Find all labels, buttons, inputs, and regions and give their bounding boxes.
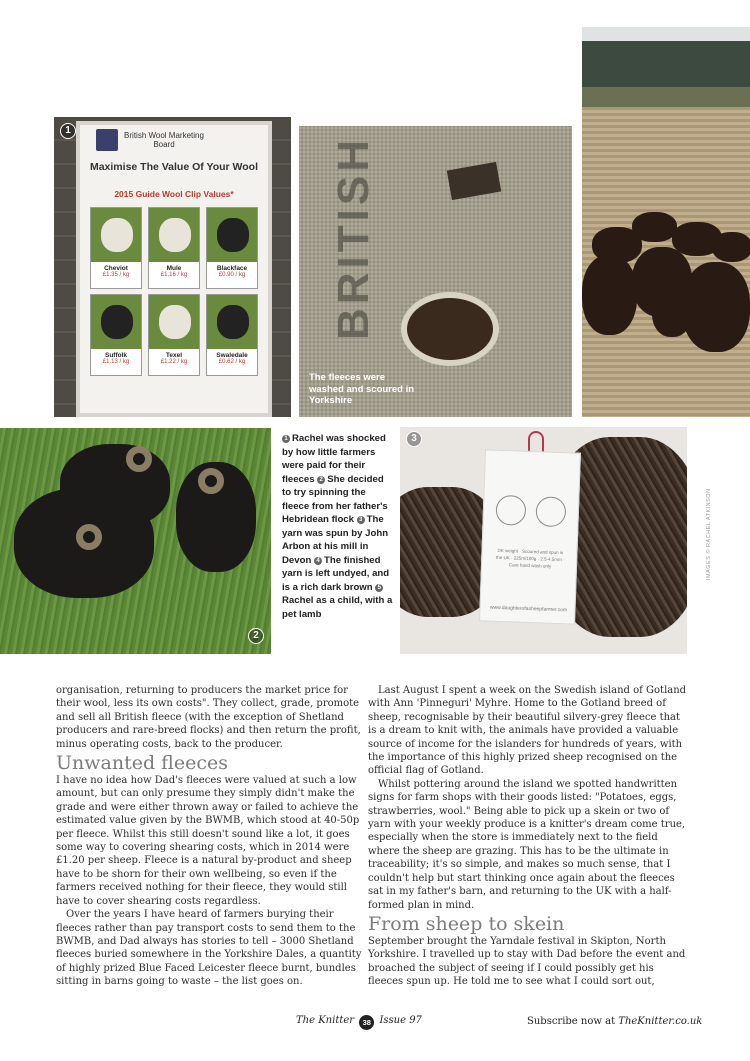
breed-name: Cheviot	[104, 265, 128, 272]
yarn-label-text: DK weight · Scoured and spun in the UK · 225m/100g · 2.5-4.5mm · Care hand wash only	[495, 547, 565, 569]
caption-number: 4	[314, 557, 322, 565]
article-paragraph: Whilst pottering around the island we spotted handwritten signs for farm shops with their goods listed: "Potatoes, eggs, strawberries, wool." Being able to pick up a skein or two of yarn with your weekly produce is a knitter's dream come true, especially when the store is immediately next to the field where the sheep are grazing. This has to be the ultimate in traceability; it's so simple, and makes so much sense, that I couldn't help but start thinking once again about the fleeces sat in my father's barn, and returning to the UK with a half-formed plan in mind.	[368, 778, 686, 911]
photo-captions	[282, 432, 394, 621]
black-sheep-photo	[0, 428, 271, 654]
article-paragraph: I have no idea how Dad's fleeces were valued at such a low amount, but can only presume they simply didn't make the grade and were either thrown away or failed to achieve the estimated value given by the BWMB, which stood at 40-50p per fleece. Whilst this still doesn't sound like a lot, it goes some way to covering shearing costs, which in 2014 were £1.20 per sheep. Fleece is a natural by-product and sheep have to be shorn for their own wellbeing, so even if the farmers received nothing for their fleece, they would still have to cover shearing costs regardless.	[56, 775, 360, 907]
breed-price: £1.35 / kg	[102, 272, 130, 278]
page-number: 38	[359, 1015, 374, 1030]
breed-grid	[90, 207, 258, 376]
caption-text: The yarn was spun by John Arbon at his mill in Devon	[282, 514, 389, 566]
yarn-skein-photo	[400, 427, 687, 654]
wool-clip-poster	[76, 121, 272, 417]
breed-price: £1.16 / kg	[160, 272, 188, 278]
sheep-logo-icon	[535, 496, 566, 527]
article-paragraph: Last August I spent a week on the Swedish island of Gotland with Ann 'Pinneguri' Myhre. Home to the Gotland breed of sheep, recognisable by their beautiful silvery-grey fleece that is a dream to knit with, the animals have provided a valuable source of income for the islanders for hundreds of years, with the importance of this highly prized sheep recognised on the official flag of Gotland.	[368, 685, 687, 777]
article-paragraph: Over the years I have heard of farmers burying their fleeces rather than pay transport costs to send them to the BWMB, and Dad always has stories to tell – 3000 Shetland fleeces buried somewhere in the Yorkshire Dales, a quantity of highly prized Blue Faced Leicester fleece burnt, bundles sitting in barns going to waste – the list goes on.	[56, 909, 362, 988]
caption-number: 2	[317, 476, 325, 484]
bwmb-poster-photo	[54, 117, 291, 417]
image-credit: IMAGES © RACHEL ATKINSON	[706, 488, 712, 580]
article-column-left	[56, 684, 362, 989]
folio	[296, 1015, 422, 1030]
poster-board-name: British Wool Marketing Board	[124, 131, 204, 149]
photo-number-badge: 2	[248, 628, 264, 644]
breed-name: Swaledale	[216, 352, 248, 359]
breed-card	[206, 294, 258, 376]
breed-price: £0.90 / kg	[218, 272, 246, 278]
breed-name: Texel	[165, 352, 183, 359]
caption-number: 3	[357, 516, 365, 524]
caption-number: 5	[375, 584, 383, 592]
breed-card	[90, 207, 142, 289]
article-paragraph: September brought the Yarndale festival in Skipton, North Yorkshire. I travelled up to stay with Dad before the event and broached the subject of seeing if I could possibly get his fleeces spun up. He told me to see what I could sort out,	[368, 935, 686, 988]
caption-text: The finished yarn is left undyed, and is a rich dark brown	[282, 554, 390, 593]
issue-number: Issue 97	[379, 1015, 422, 1026]
section-heading: From sheep to skein	[368, 912, 565, 935]
caption-text: Rachel as a child, with a pet lamb	[282, 595, 393, 620]
photo-number-badge: 1	[60, 123, 76, 139]
breed-card	[90, 294, 142, 376]
breed-name: Blackface	[216, 265, 248, 272]
hebridean-flock-photo	[582, 27, 750, 417]
fleece-sack-photo: BRITISH The fleeces were washed and scoured in Yorkshire	[299, 126, 572, 417]
subscribe-line	[527, 1016, 702, 1027]
poster-headline: Maximise The Value Of Your Wool	[89, 161, 259, 173]
breed-name: Mule	[166, 265, 182, 272]
article-column-right	[368, 684, 690, 989]
breed-price: £1.13 / kg	[102, 359, 130, 365]
caption-text: Rachel was shocked by how little farmers were paid for their fleeces	[282, 433, 386, 485]
breed-card	[148, 294, 200, 376]
farm-logo-icon	[495, 495, 526, 526]
photo-number-badge: 3	[406, 431, 422, 447]
caption-number: 1	[282, 435, 290, 443]
bwmb-logo-icon	[96, 129, 118, 151]
breed-card	[206, 207, 258, 289]
subscribe-text: Subscribe now at	[527, 1016, 616, 1027]
breed-price: £1.22 / kg	[160, 359, 188, 365]
breed-card	[148, 207, 200, 289]
caption-text: She decided to try spinning the fleece from her father's Hebridean flock	[282, 473, 388, 525]
yarn-label-web: www.daughterofasheepfarmer.com	[489, 604, 568, 614]
article-paragraph: organisation, returning to producers the market price for their wool, less its own costs". They collect, grade, promote and sell all British fleece (with the exception of Shetland producers and rare-breed flocks) and then return the profit, minus operating costs, back to the producer.	[56, 685, 361, 750]
website-link[interactable]: TheKnitter.co.uk	[618, 1016, 703, 1027]
breed-name: Suffolk	[104, 352, 128, 359]
yarn-label-tag	[479, 449, 581, 624]
breed-price: £0.62 / kg	[218, 359, 246, 365]
photo-caption: The fleeces were washed and scoured in Yorkshire	[309, 372, 415, 406]
magazine-name: The Knitter	[296, 1015, 355, 1026]
section-heading: Unwanted fleeces	[56, 752, 228, 775]
poster-subheadline: 2015 Guide Wool Clip Values*	[114, 189, 234, 199]
